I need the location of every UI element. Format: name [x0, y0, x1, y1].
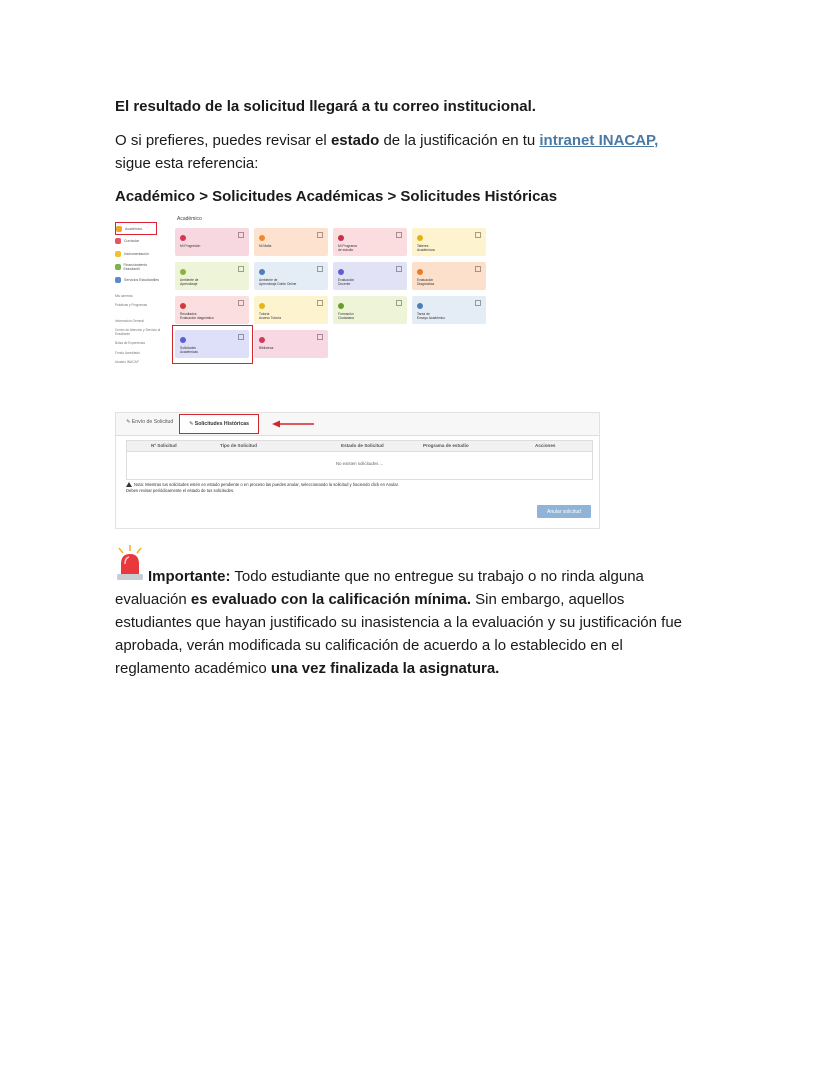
status-paragraph [115, 129, 658, 175]
tile-label: Resultados Evaluación diagnóstico [180, 312, 214, 320]
tile[interactable] [254, 262, 328, 290]
solicitudes-screenshot [115, 412, 600, 529]
tile-icon [338, 303, 344, 309]
tile[interactable] [412, 262, 486, 290]
tile-label: Biblioteca [259, 346, 274, 350]
sidebar-item[interactable] [115, 235, 139, 246]
tile[interactable] [254, 228, 328, 256]
tile-icon [259, 235, 265, 241]
tile-label: Mi Malla [259, 244, 272, 248]
course-end-emphasis: una vez finalizada la asignatura. [270, 660, 500, 677]
tile[interactable] [333, 228, 407, 256]
sidebar-link[interactable]: Fondo Acreditado [115, 351, 140, 355]
sidebar-item-icon [115, 238, 121, 244]
tile-label: Tutoría Acceso Tutoría [259, 312, 281, 320]
tile-icon [338, 269, 344, 275]
column-header: Programa de estudio [423, 443, 469, 448]
tab-solicitudes-historicas[interactable]: ✎ Solicitudes Históricas [179, 414, 259, 434]
anular-solicitud-button[interactable]: Anular solicitud [537, 505, 591, 518]
status-text-mid: de la justificación en tu [379, 132, 540, 149]
tile-icon [417, 235, 423, 241]
tile[interactable] [333, 262, 407, 290]
status-text-pre: O si prefieres, puedes revisar el [115, 132, 331, 149]
important-label: Importante: [148, 568, 231, 585]
sidebar-link[interactable]: Bolsa de Experiencia [115, 341, 145, 345]
tile-label: Ambiente de Aprendizaje Doble Online [259, 278, 297, 286]
tile-label: Formación Ciudadana [338, 312, 354, 320]
sidebar-item-label: Servicios Estudiantiles [124, 277, 160, 282]
sidebar-item-icon [115, 277, 121, 283]
tile-label: Mi Progresión [180, 244, 201, 248]
tile[interactable] [175, 296, 249, 324]
sidebar-link[interactable]: Mis carreras [115, 294, 133, 298]
tile[interactable] [175, 262, 249, 290]
sidebar-item-label: Curricular [124, 238, 140, 243]
tile-icon [417, 303, 423, 309]
external-link-icon [396, 266, 402, 272]
tile[interactable] [175, 228, 249, 256]
tile[interactable] [412, 228, 486, 256]
sidebar-link[interactable]: Información General [115, 319, 144, 323]
column-header: Nº Solicitud [151, 443, 177, 448]
solicitudes-highlight-box [172, 325, 253, 364]
status-text-line2: sigue esta referencia: [115, 155, 259, 172]
warning-icon [126, 482, 132, 487]
tab-envio-solicitud[interactable]: ✎ Envío de Solicitud [126, 419, 174, 425]
sidebar-item-icon [115, 251, 121, 257]
sidebar-item[interactable] [115, 261, 161, 272]
tile-label: Mi Programa de estudio [338, 244, 357, 252]
tile-icon [180, 269, 186, 275]
sidebar-item-label: Instrumentación [124, 251, 149, 256]
screenshot-section-title: Académico [177, 216, 202, 222]
tile-icon [259, 337, 265, 343]
intranet-link[interactable]: intranet INACAP, [539, 132, 659, 149]
minimum-grade-emphasis: es evaluado con la calificación mínima. [190, 591, 471, 608]
column-header: Estado de Solicitud [341, 443, 384, 448]
solicitudes-note: Nota: Mientras tus solicitudes estén en estado pendiente o en proceso las puedes anular, seleccionando la solicitud y haciendo click en Anular. Debes revisar periódicamente el estado de tus solicitudes. [126, 482, 399, 493]
result-notice: El resultado de la solicitud llegará a tu correo institucional. [115, 98, 536, 115]
external-link-icon [317, 232, 323, 238]
sidebar-link[interactable]: Usuario INACAP [115, 360, 139, 364]
table-header [127, 441, 592, 452]
breadcrumb-path: Académico > Solicitudes Académicas > Solicitudes Históricas [115, 188, 558, 205]
external-link-icon [317, 300, 323, 306]
sidebar-item[interactable] [115, 222, 157, 235]
tile-icon [259, 269, 265, 275]
tile-icon [417, 269, 423, 275]
sidebar-item-label: Académico [125, 226, 143, 231]
tile-label: Evaluación Diagnóstica [417, 278, 435, 286]
status-bold: estado [330, 132, 380, 149]
tile-icon [338, 235, 344, 241]
academico-screenshot [113, 214, 493, 366]
sidebar-link[interactable]: Centro de Atención y Servicio al Estudiante [115, 328, 161, 336]
external-link-icon [317, 266, 323, 272]
red-arrow-icon [272, 420, 314, 428]
sidebar-link[interactable]: Prácticas y Programas [115, 303, 148, 307]
tile[interactable] [412, 296, 486, 324]
sidebar-item-icon [115, 264, 121, 270]
external-link-icon [396, 232, 402, 238]
tile-label: Tarea de Ensayo Académico [417, 312, 446, 320]
column-header: Tipo de Solicitud [220, 443, 257, 448]
external-link-icon [238, 232, 244, 238]
tile[interactable] [254, 330, 328, 358]
external-link-icon [475, 232, 481, 238]
tile-icon [259, 303, 265, 309]
tile[interactable] [254, 296, 328, 324]
tile-label: Talleres Académicos [417, 244, 435, 252]
sidebar-item-label: Financiamiento Estudiantil [123, 262, 148, 271]
external-link-icon [475, 266, 481, 272]
tile-icon [180, 303, 186, 309]
external-link-icon [238, 266, 244, 272]
sidebar-item[interactable] [115, 248, 149, 259]
important-paragraph: Importante: Todo estudiante que no entregue su trabajo o no rinda alguna evaluación es evaluado con la calificación mínima. Sin embargo, aquellos estudiantes que hayan justificado su inasistencia a la evaluación y su justificación fue aprobada, verán modificada su calificación de acuerdo a lo establecido en el reglamento académico una vez finalizada la asignatura. [115, 568, 683, 677]
sidebar-item[interactable] [115, 274, 159, 285]
column-header: Acciones [535, 443, 556, 448]
external-link-icon [317, 334, 323, 340]
tile-icon [180, 235, 186, 241]
empty-state: No existen solicitudes ... [335, 461, 384, 466]
external-link-icon [238, 300, 244, 306]
solicitudes-table [126, 440, 593, 480]
external-link-icon [475, 300, 481, 306]
external-link-icon [396, 300, 402, 306]
tile-label: Solicitudes Académicas [180, 346, 198, 354]
solicitudes-tabs [116, 413, 599, 436]
tile-label: Evaluación Docente [338, 278, 355, 286]
tile-label: Ambiente de Aprendizaje [180, 278, 199, 286]
sidebar-item-icon [116, 226, 122, 232]
screenshot-sidebar [113, 214, 161, 366]
tile[interactable] [333, 296, 407, 324]
